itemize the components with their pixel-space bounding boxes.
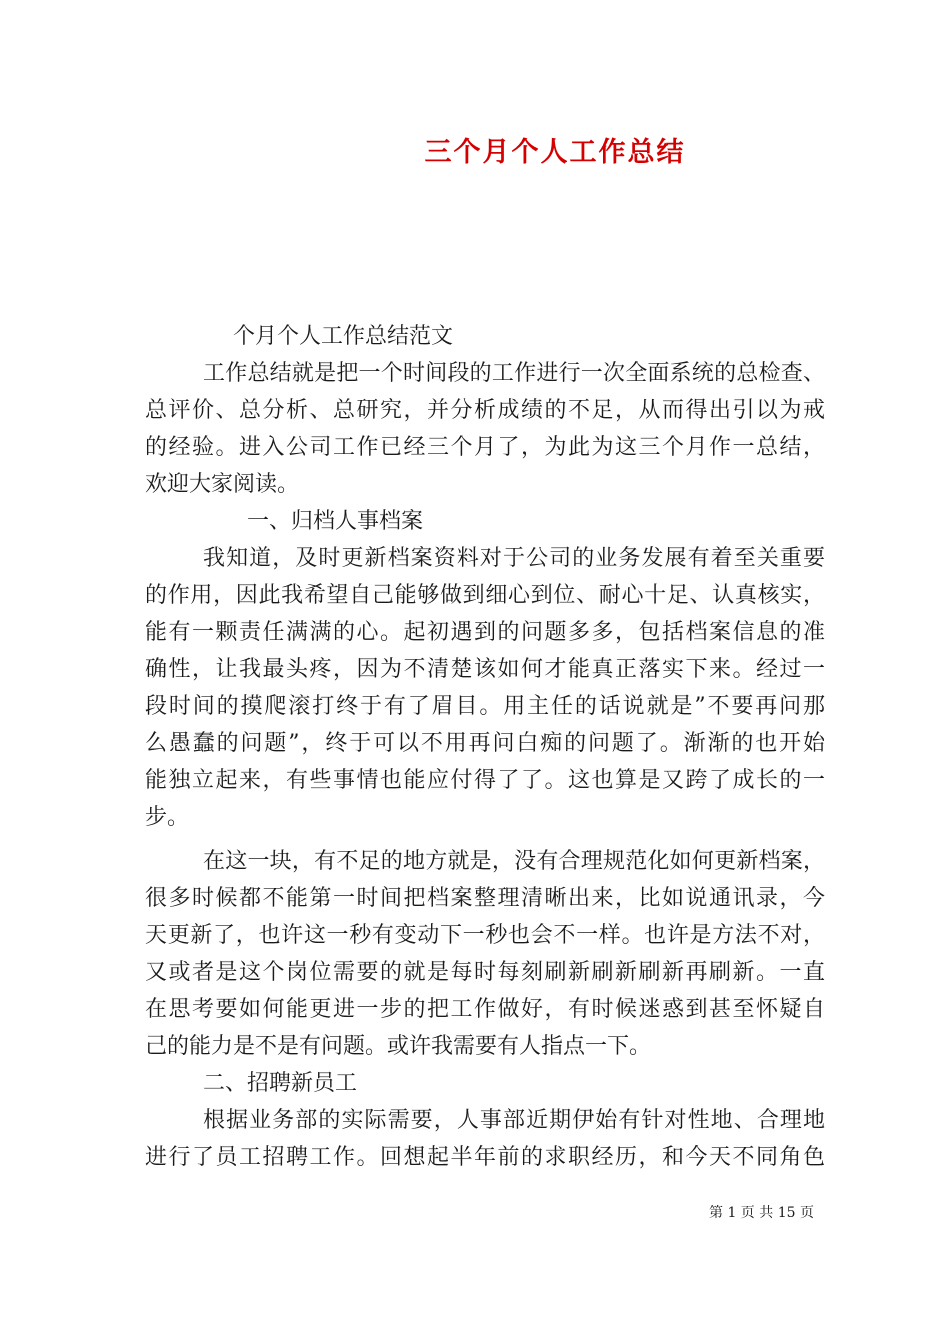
paragraph-line: 步。: [145, 805, 190, 830]
paragraph-line: 能有一颗责任满满的心。起初遇到的问题多多，包括档案信息的准: [145, 620, 825, 645]
paragraph-line: 在思考要如何能更进一步的把工作做好，有时候迷惑到甚至怀疑自: [145, 997, 825, 1022]
paragraph-line: 确性，让我最头疼，因为不清楚该如何才能真正落实下来。经过一: [145, 657, 825, 682]
document-title: 三个月个人工作总结: [424, 137, 686, 168]
section-heading-1: 一、归档人事档案: [247, 509, 424, 534]
paragraph-line: 段时间的摸爬滚打终于有了眉目。用主任的话说就是”不要再问那: [145, 694, 825, 719]
section-heading-2: 二、招聘新员工: [203, 1071, 358, 1096]
paragraph-line: 根据业务部的实际需要，人事部近期伊始有针对性地、合理地: [203, 1108, 825, 1133]
paragraph-line: 我知道，及时更新档案资料对于公司的业务发展有着至关重要: [203, 546, 825, 571]
paragraph-line: 么愚蠢的问题”，终于可以不用再问白痴的问题了。渐渐的也开始: [145, 731, 825, 756]
paragraph-line: 很多时候都不能第一时间把档案整理清晰出来，比如说通讯录，今: [145, 886, 825, 911]
paragraph-line: 的经验。进入公司工作已经三个月了，为此为这三个月作一总结，: [145, 435, 825, 460]
paragraph-line: 欢迎大家阅读。: [145, 472, 300, 497]
document-body: [145, 318, 825, 1176]
paragraph-line: 己的能力是不是有问题。或许我需要有人指点一下。: [145, 1034, 652, 1059]
paragraph-line: 进行了员工招聘工作。回想起半年前的求职经历，和今天不同角色: [145, 1145, 825, 1170]
paragraph-line: 能独立起来，有些事情也能应付得了了。这也算是又跨了成长的一: [145, 768, 825, 793]
document-subtitle: 个月个人工作总结范文: [233, 324, 454, 349]
paragraph-line: 又或者是这个岗位需要的就是每时每刻刷新刷新刷新再刷新。一直: [145, 960, 825, 985]
paragraph-line: 天更新了，也许这一秒有变动下一秒也会不一样。也许是方法不对，: [145, 923, 825, 948]
paragraph-line: 的作用，因此我希望自己能够做到细心到位、耐心十足、认真核实，: [145, 583, 825, 608]
paragraph-line: 工作总结就是把一个时间段的工作进行一次全面系统的总检查、: [203, 361, 825, 386]
page-footer: 第 1 页 共 15 页: [709, 1205, 814, 1221]
paragraph-line: 总评价、总分析、总研究，并分析成绩的不足，从而得出引以为戒: [145, 398, 825, 423]
paragraph-line: 在这一块，有不足的地方就是，没有合理规范化如何更新档案，: [203, 849, 825, 874]
